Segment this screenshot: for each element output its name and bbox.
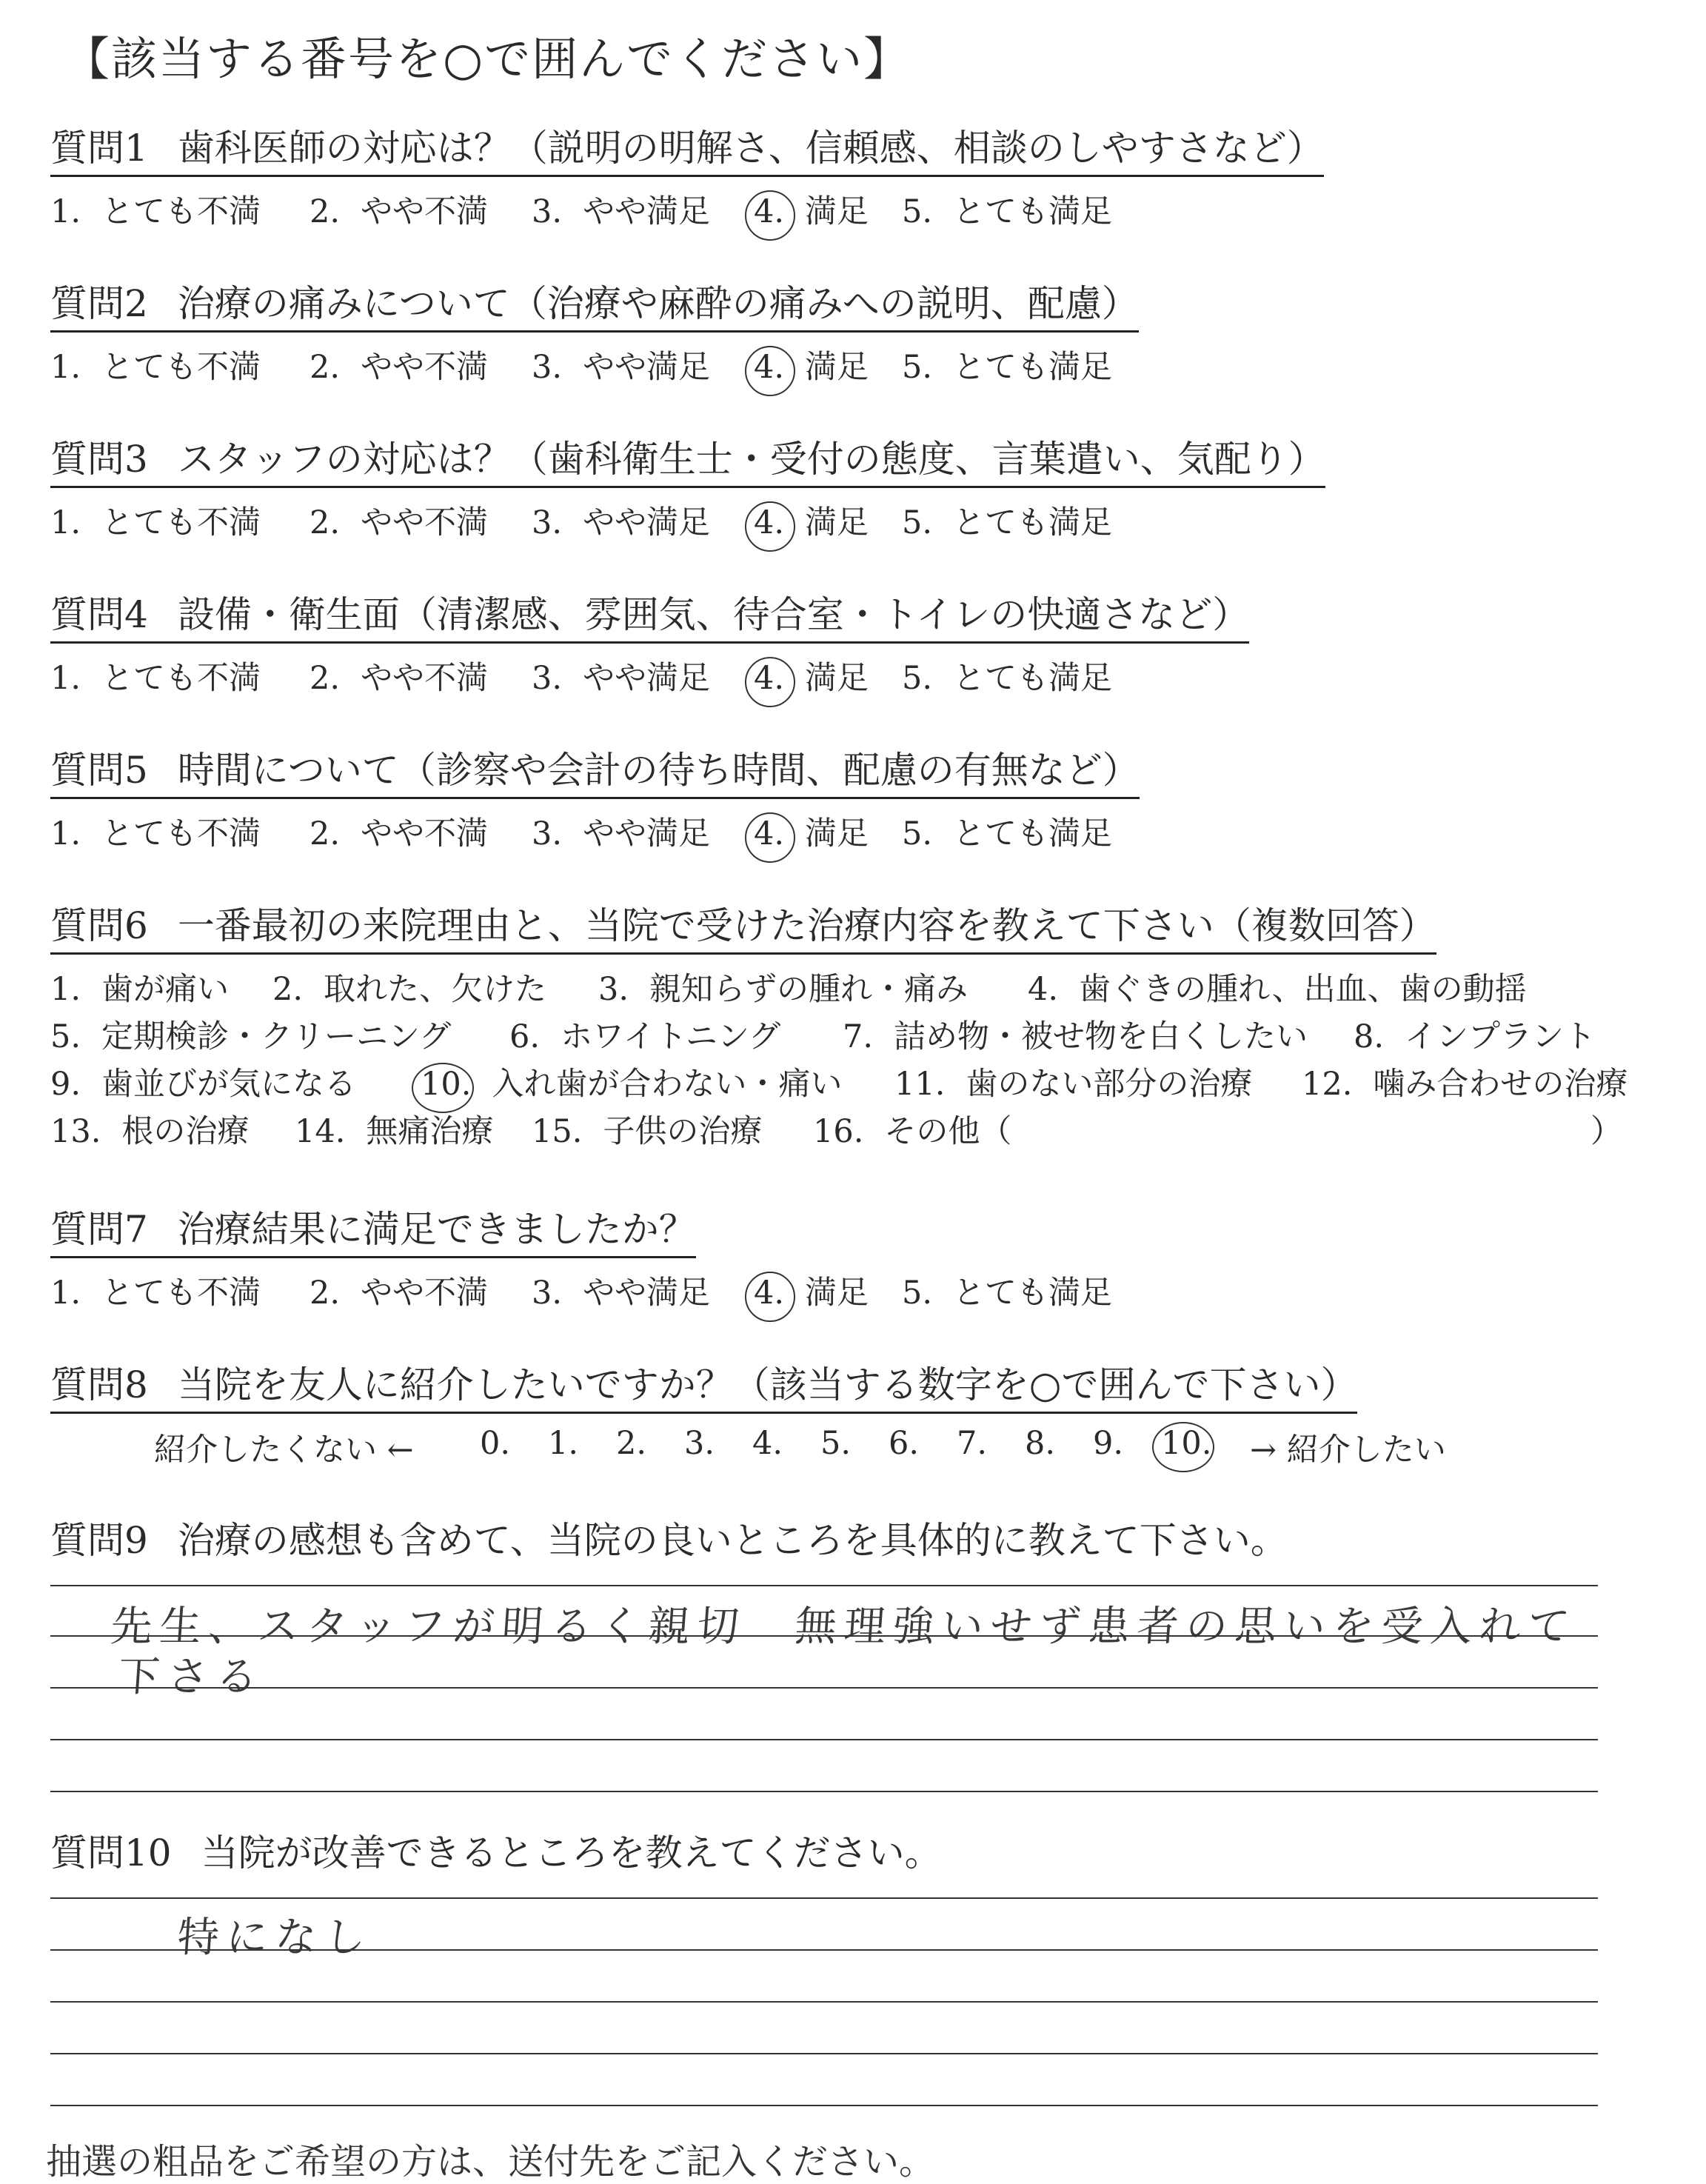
question-number: 質問10: [50, 1831, 172, 1874]
answer-line: [50, 1897, 1598, 1899]
scale-option-2[interactable]: 2. やや不満: [310, 504, 489, 541]
answer-line: [50, 1585, 1598, 1586]
question-text: 一番最初の来院理由と、当院で受けた治療内容を教えて下さい（複数回答）: [177, 904, 1436, 947]
scale-option-3[interactable]: 3. やや満足: [532, 660, 711, 697]
other-close-paren: ）: [1590, 1113, 1622, 1150]
answer-line: [50, 2105, 1598, 2106]
scale-option-5[interactable]: 5. とても満足: [902, 349, 1113, 386]
scale-option-3[interactable]: 3. やや満足: [532, 815, 711, 852]
scale-option-5[interactable]: 5. とても満足: [902, 1275, 1113, 1312]
treatment-option-7[interactable]: 7. 詰め物・被せ物を白くしたい: [843, 1018, 1308, 1055]
score-8[interactable]: 8.: [1025, 1425, 1056, 1462]
handwritten-answer-line-1: 先生、スタッフが明るく親切 無理強いせず患者の思いを受入れて: [109, 1603, 1579, 1651]
question-text: 治療の感想も含めて、当院の良いところを具体的に教えて下さい。: [177, 1519, 1288, 1562]
selection-circle: 10.: [421, 1066, 472, 1103]
question-text: 当院が改善できるところを教えてください。: [201, 1831, 942, 1874]
scale-option-4-selected[interactable]: 4. 満足: [754, 1275, 869, 1312]
treatment-option-12[interactable]: 12. 噛み合わせの治療: [1302, 1066, 1628, 1103]
instruction-header: 【該当する番号を○で囲んでください】: [64, 32, 911, 86]
treatment-option-8[interactable]: 8. インプラント: [1354, 1018, 1596, 1055]
question-10-title: [50, 1832, 942, 1880]
question-number: 質問3: [50, 438, 148, 481]
score-7[interactable]: 7.: [957, 1425, 988, 1462]
treatment-option-5[interactable]: 5. 定期検診・クリーニング: [50, 1018, 452, 1055]
treatment-option-11[interactable]: 11. 歯のない部分の治療: [894, 1066, 1253, 1103]
scale-option-5[interactable]: 5. とても満足: [902, 660, 1113, 697]
question-number: 質問4: [50, 593, 148, 636]
scale-option-4-selected[interactable]: 4. 満足: [754, 660, 869, 697]
answer-line: [50, 1635, 1598, 1637]
scale-option-3[interactable]: 3. やや満足: [532, 1275, 711, 1312]
scale-option-1[interactable]: 1. とても不満: [50, 1275, 261, 1312]
treatment-option-16[interactable]: 16. その他（: [813, 1113, 1012, 1150]
treatment-option-3[interactable]: 3. 親知らずの腫れ・痛み: [598, 971, 969, 1008]
scale-left-label: 紹介したくない ←: [154, 1432, 414, 1469]
answer-line: [50, 1791, 1598, 1792]
scale-right-label: → 紹介したい: [1250, 1432, 1446, 1469]
question-3-title: [50, 438, 1325, 488]
scale-option-4-selected[interactable]: 4. 満足: [754, 504, 869, 541]
score-6[interactable]: 6.: [889, 1425, 920, 1462]
question-text: スタッフの対応は？（歯科衛生士・受付の態度、言葉遣い、気配り）: [177, 438, 1325, 481]
question-5-title: [50, 749, 1140, 799]
treatment-option-10-selected[interactable]: 10. 入れ歯が合わない・痛い: [421, 1066, 843, 1103]
question-text: 時間について（診察や会計の待ち時間、配慮の有無など）: [177, 749, 1140, 792]
score-1[interactable]: 1.: [548, 1425, 579, 1462]
treatment-option-14[interactable]: 14. 無痛治療: [295, 1113, 494, 1150]
treatment-option-13[interactable]: 13. 根の治療: [50, 1113, 250, 1150]
question-text: 設備・衛生面（清潔感、雰囲気、待合室・トイレの快適さなど）: [177, 593, 1250, 636]
handwritten-answer: 特になし: [175, 1914, 375, 1962]
scale-option-4-selected[interactable]: 4. 満足: [754, 349, 869, 386]
treatment-option-15[interactable]: 15. 子供の治療: [532, 1113, 763, 1150]
score-3[interactable]: 3.: [684, 1425, 715, 1462]
selection-circle: 4.: [754, 193, 785, 230]
treatment-option-9[interactable]: 9. 歯並びが気になる: [50, 1066, 357, 1103]
scale-option-2[interactable]: 2. やや不満: [310, 660, 489, 697]
scale-option-5[interactable]: 5. とても満足: [902, 504, 1113, 541]
question-text: 歯科医師の対応は？（説明の明解さ、信頼感、相談のしやすさなど）: [177, 127, 1324, 170]
score-0[interactable]: 0.: [480, 1425, 511, 1462]
question-number: 質問5: [50, 749, 148, 792]
handwritten-answer-line-2: 下さる: [116, 1653, 267, 1701]
score-9[interactable]: 9.: [1093, 1425, 1124, 1462]
answer-line: [50, 1949, 1598, 1951]
scale-option-3[interactable]: 3. やや満足: [532, 349, 711, 386]
selection-circle: 4.: [754, 660, 785, 697]
scale-option-4-selected[interactable]: 4. 満足: [754, 193, 869, 230]
question-6-title: [50, 905, 1436, 955]
score-5[interactable]: 5.: [820, 1425, 852, 1462]
score-2[interactable]: 2.: [616, 1425, 647, 1462]
question-text: 治療の痛みについて（治療や麻酔の痛みへの説明、配慮）: [177, 282, 1139, 325]
question-4-title: [50, 594, 1249, 644]
question-text: 治療結果に満足できましたか？: [177, 1208, 696, 1251]
question-8-scale: [50, 1425, 1446, 1469]
treatment-option-6[interactable]: 6. ホワイトニング: [509, 1018, 781, 1055]
treatment-option-2[interactable]: 2. 取れた、欠けた: [272, 971, 547, 1008]
scale-option-2[interactable]: 2. やや不満: [310, 349, 489, 386]
question-9-title: [50, 1520, 1288, 1567]
scale-option-3[interactable]: 3. やや満足: [532, 504, 711, 541]
scale-option-1[interactable]: 1. とても不満: [50, 815, 261, 852]
question-7-title: [50, 1209, 696, 1258]
scale-option-3[interactable]: 3. やや満足: [532, 193, 711, 230]
question-text: 当院を友人に紹介したいですか？（該当する数字を○で囲んで下さい）: [177, 1363, 1358, 1406]
selection-circle: 4.: [754, 1275, 785, 1312]
question-number: 質問1: [50, 127, 148, 170]
question-number: 質問7: [50, 1208, 148, 1251]
selection-circle: 4.: [754, 815, 785, 852]
treatment-option-1[interactable]: 1. 歯が痛い: [50, 971, 230, 1008]
answer-line: [50, 2053, 1598, 2054]
treatment-option-4[interactable]: 4. 歯ぐきの腫れ、出血、歯の動揺: [1028, 971, 1527, 1008]
question-number: 質問8: [50, 1363, 148, 1406]
question-number: 質問6: [50, 904, 148, 947]
scale-option-1[interactable]: 1. とても不満: [50, 660, 261, 697]
scale-option-2[interactable]: 2. やや不満: [310, 1275, 489, 1312]
score-10-selected[interactable]: 10.: [1161, 1425, 1212, 1462]
scale-option-4-selected[interactable]: 4. 満足: [754, 815, 869, 852]
scale-option-1[interactable]: 1. とても不満: [50, 193, 261, 230]
answer-line: [50, 1739, 1598, 1740]
selection-circle: 4.: [754, 349, 785, 386]
scale-option-2[interactable]: 2. やや不満: [310, 815, 489, 852]
selection-circle: 4.: [754, 504, 785, 541]
answer-line: [50, 1687, 1598, 1689]
question-number: 質問9: [50, 1519, 148, 1562]
scale-option-5[interactable]: 5. とても満足: [902, 193, 1113, 230]
score-4[interactable]: 4.: [752, 1425, 783, 1462]
answer-line: [50, 2001, 1598, 2003]
scale-option-2[interactable]: 2. やや不満: [310, 193, 489, 230]
scale-option-5[interactable]: 5. とても満足: [902, 815, 1113, 852]
scale-option-1[interactable]: 1. とても不満: [50, 504, 261, 541]
question-number: 質問2: [50, 282, 148, 325]
question-2-title: [50, 283, 1139, 333]
question-1-title: [50, 127, 1324, 177]
scale-option-1[interactable]: 1. とても不満: [50, 349, 261, 386]
footer-note: 抽選の粗品をご希望の方は、送付先をご記入ください。: [46, 2141, 935, 2183]
question-8-title: [50, 1364, 1357, 1414]
